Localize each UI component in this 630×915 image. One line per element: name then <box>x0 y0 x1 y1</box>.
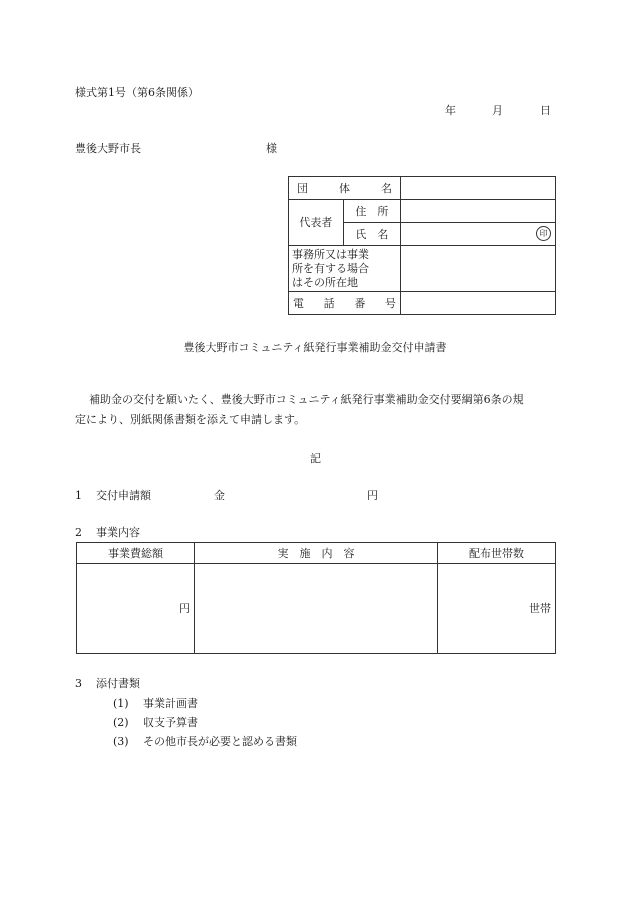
section-1-yen: 円 <box>367 489 378 502</box>
implementation-field[interactable] <box>195 564 438 654</box>
date-day: 日 <box>540 104 551 117</box>
phone-label: 電 話 番 号 <box>289 292 401 315</box>
header-households: 配布世帯数 <box>438 543 556 564</box>
header-implementation: 実 施 内 容 <box>195 543 438 564</box>
unit-yen: 円 <box>179 602 190 615</box>
section-1-number: 1 <box>75 489 82 502</box>
section-2-number: 2 <box>75 526 82 539</box>
section-1-label: 交付申請額 <box>96 489 151 502</box>
header-total-cost: 事業費総額 <box>77 543 195 564</box>
office-location-label: 事務所又は事業 所を有する場合 はその所在地 <box>289 246 401 292</box>
households-field[interactable] <box>438 564 556 654</box>
section-3-number: 3 <box>75 677 82 690</box>
form-number: 様式第1号（第6条関係） <box>75 86 199 99</box>
address-label: 住 所 <box>343 200 400 223</box>
address-field[interactable] <box>401 200 556 223</box>
body-line-2: 定により、別紙関係書類を添えて申請します。 <box>75 413 306 426</box>
seal-mark: 印 <box>536 226 551 241</box>
section-1-kin: 金 <box>214 489 225 502</box>
office-location-field[interactable] <box>401 246 556 292</box>
section-3-label: 添付書類 <box>96 677 140 690</box>
phone-field[interactable] <box>401 292 556 315</box>
org-name-field[interactable] <box>401 177 556 200</box>
attachment-text-1: 事業計画書 <box>143 697 198 710</box>
attachment-text-2: 収支予算書 <box>143 716 198 729</box>
body-line-1: 補助金の交付を願いたく、豊後大野市コミュニティ紙発行事業補助金交付要綱第6条の規 <box>89 393 524 406</box>
person-name-label: 氏 名 <box>343 223 400 246</box>
date-year: 年 <box>445 104 456 117</box>
document-title: 豊後大野市コミュニティ紙発行事業補助金交付申請書 <box>183 341 447 354</box>
attachment-num-2: (2) <box>113 716 129 729</box>
attachment-num-3: (3) <box>113 735 129 748</box>
project-content-table <box>76 542 556 654</box>
org-name-label: 団 体 名 <box>289 177 401 200</box>
section-2-label: 事業内容 <box>96 526 140 539</box>
addressee-name: 豊後大野市長 <box>75 142 141 155</box>
addressee-honorific: 様 <box>266 142 277 155</box>
unit-households: 世帯 <box>529 602 551 615</box>
representative-label: 代表者 <box>289 200 344 246</box>
attachment-text-3: その他市長が必要と認める書類 <box>143 735 297 748</box>
total-cost-field[interactable] <box>77 564 195 654</box>
applicant-table <box>288 176 556 315</box>
date-month: 月 <box>492 104 503 117</box>
attachment-num-1: (1) <box>113 697 129 710</box>
ki-mark: 記 <box>310 452 321 465</box>
person-name-field[interactable] <box>401 223 556 246</box>
